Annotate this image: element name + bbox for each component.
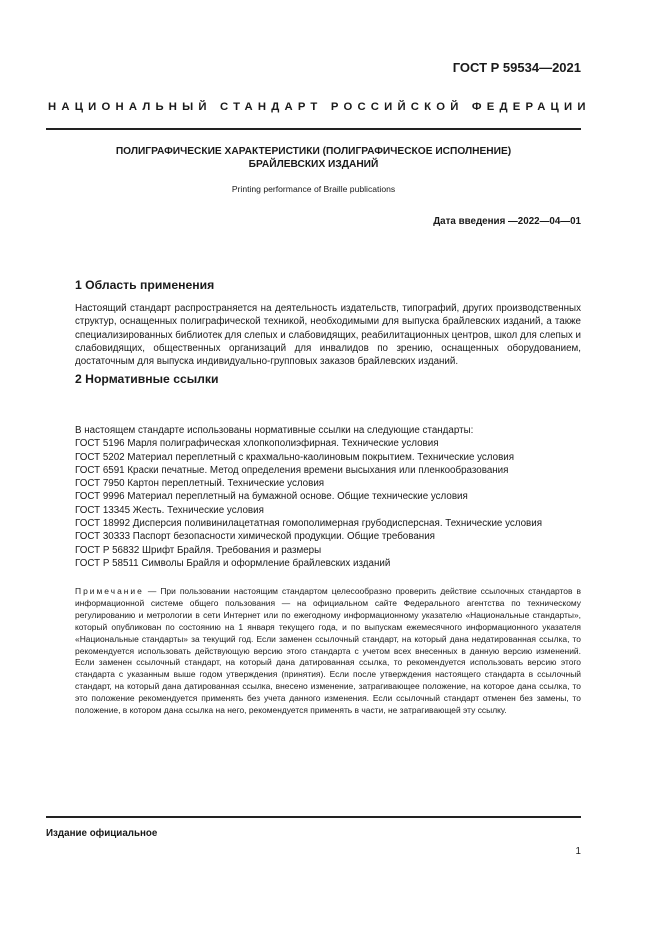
note-prefix: Примечание [75, 586, 144, 596]
note [75, 586, 581, 717]
reference-item: ГОСТ 7950 Картон переплетный. Технические условия [75, 478, 325, 490]
gost-number: ГОСТ Р 59534—2021 [452, 60, 581, 75]
reference-item: ГОСТ Р 58511 Символы Брайля и оформление брайлевских изданий [75, 557, 391, 569]
section-1-text: Настоящий стандарт распространяется на деятельность издательств, типографий, других производственных структур, оснащенных полиграфической техникой, необходимыми для выпуска брайлевских изданий, а также специализированных библиотек для слепых и слабовидящих, реабилитационных центров, школ для слепых и слабовидящих, общественных организаций для инвалидов по зрению, оснащенных оборудованием, достаточным для выпуска индивидуально-групповых заказов брайлевских изданий. [75, 303, 581, 368]
section-2-heading: 2 Нормативные ссылки [75, 372, 219, 386]
reference-item: ГОСТ 9996 Материал переплетный на бумажной основе. Общие технические условия [75, 491, 468, 503]
reference-item: ГОСТ 13345 Жесть. Технические условия [75, 504, 264, 516]
page-number: 1 [575, 846, 581, 857]
reference-item: ГОСТ Р 56832 Шрифт Брайля. Требования и размеры [75, 544, 322, 556]
section-1-heading: 1 Область применения [75, 278, 215, 292]
reference-item: ГОСТ 18992 Дисперсия поливинилацетатная гомополимерная грубодисперсная. Технические условия [75, 518, 543, 530]
national-standard-heading: НАЦИОНАЛЬНЫЙ СТАНДАРТ РОССИЙСКОЙ ФЕДЕРАЦИИ [48, 101, 591, 113]
reference-item: ГОСТ 30333 Паспорт безопасности химической продукции. Общие требования [75, 531, 435, 543]
title-line-2: БРАЙЛЕВСКИХ ИЗДАНИЙ [248, 159, 379, 170]
title-line-1: ПОЛИГРАФИЧЕСКИЕ ХАРАКТЕРИСТИКИ (ПОЛИГРАФИЧЕСКОЕ ИСПОЛНЕНИЕ) [115, 146, 512, 157]
introduction-date: Дата введения —2022—04—01 [433, 216, 581, 227]
references-list [75, 424, 581, 570]
note-text: — При пользовании настоящим стандартом целесообразно проверить действие ссылочных стандартов в информационной системе общего пользования — на официальном сайте Федерального агентства по техническому регулированию и метрологии в сети Интернет или по ежегодному информационному указателю «Национальные стандарты», который опубликован по состоянию на 1 января текущего года, и по выпускам ежемесячного информационного указателя «Национальные стандарты» за текущий год. Если заменен ссылочный стандарт, на который дана недатированная ссылка, то рекомендуется использовать действующую версию этого стандарта с учетом всех внесенных в данную версию изменений. Если заменен ссылочный стандарт, на который дана датированная ссылка, то рекомендуется использовать версию этого стандарта с указанным выше годом утверждения (принятия). Если после утверждения настоящего стандарта в ссылочный стандарт, на который дана датированная ссылка, внесено изменение, затрагивающее положение, на которое дана ссылка, то это положение рекомендуется применять без учета данного изменения. Если ссылочный стандарт отменен без замены, то положение, в котором дана ссылка на него, рекомендуется применять в части, не затрагивающей эту ссылку. [75, 586, 581, 716]
header-divider [46, 128, 581, 130]
english-title: Printing performance of Braille publications [231, 184, 396, 194]
official-edition-label: Издание официальное [46, 828, 158, 839]
reference-item: ГОСТ 5196 Марля полиграфическая хлопкополиэфирная. Технические условия [75, 438, 439, 450]
footer-divider [46, 816, 581, 818]
reference-item: ГОСТ 5202 Материал переплетный с крахмально-каолиновым покрытием. Технические условия [75, 451, 515, 463]
references-intro: В настоящем стандарте использованы нормативные ссылки на следующие стандарты: [75, 425, 474, 436]
document-title [46, 145, 581, 171]
reference-item: ГОСТ 6591 Краски печатные. Метод определения времени высыхания или пленкообразования [75, 464, 509, 476]
